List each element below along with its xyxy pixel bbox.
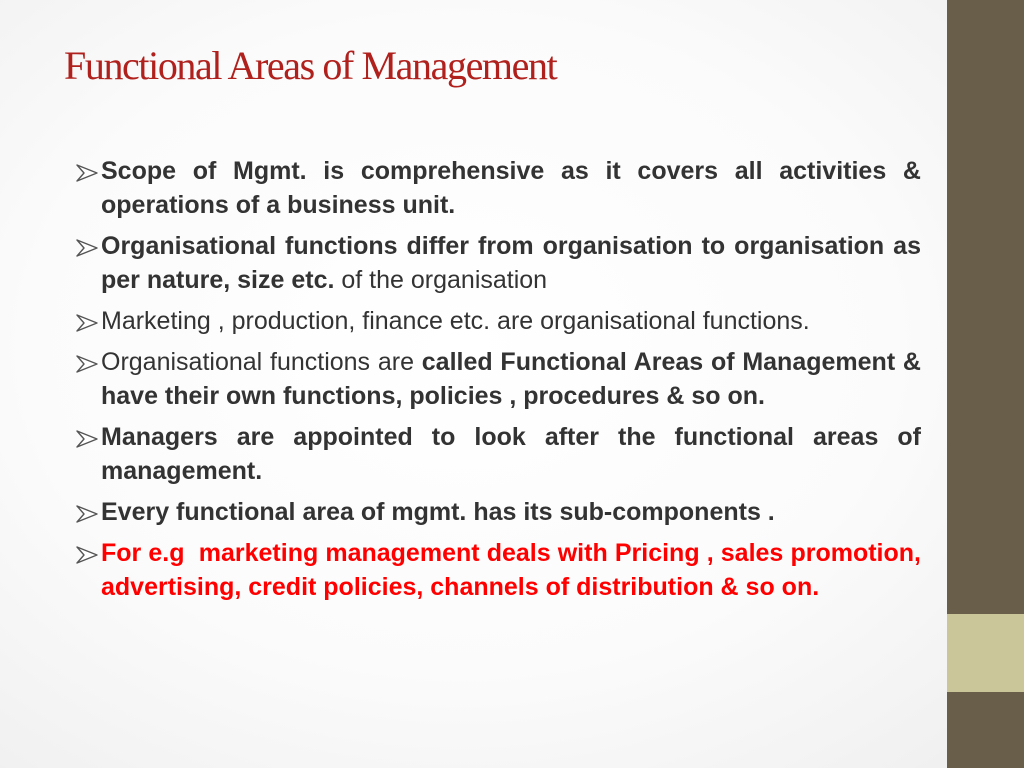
bullet-item-organisational-functions	[76, 229, 921, 297]
bullet-item-scope	[76, 154, 921, 222]
bullet-text-bold: called Functional Areas of Management & have their own functions, policies , procedures & so on.	[101, 348, 921, 410]
bullet-text: Scope of Mgmt. is comprehensive as it covers all activities & operations of a business unit.	[101, 157, 921, 219]
bullet-text-regular: Organisational functions are	[101, 348, 422, 376]
bullet-text: Marketing , production, finance etc. are organisational functions.	[101, 307, 810, 335]
bullet-list	[76, 154, 928, 611]
arrow-bullet-icon	[76, 430, 98, 448]
arrow-bullet-icon	[76, 355, 98, 373]
bullet-item-example-marketing	[76, 536, 928, 604]
bullet-text-bold: Organisational functions differ from organisation to organisation as per nature, size etc.	[101, 232, 921, 294]
bullet-item-sub-components	[76, 495, 921, 529]
bullet-text: Every functional area of mgmt. has its sub-components .	[101, 498, 775, 526]
arrow-bullet-icon	[76, 546, 98, 564]
arrow-bullet-icon	[76, 314, 98, 332]
arrow-bullet-icon	[76, 505, 98, 523]
bullet-item-functional-areas	[76, 345, 921, 413]
bullet-item-managers	[76, 420, 921, 488]
slide-title: Functional Areas of Management	[64, 43, 557, 88]
arrow-bullet-icon	[76, 164, 98, 182]
sidebar-accent-block	[947, 614, 1024, 692]
bullet-text-regular: of the organisation	[334, 266, 548, 294]
bullet-text: Managers are appointed to look after the functional areas of management.	[101, 423, 921, 485]
bullet-text-highlight: For e.g marketing management deals with Pricing , sales promotion, advertising, credit policies, channels of distribution & so on.	[101, 539, 928, 601]
arrow-bullet-icon	[76, 239, 98, 257]
bullet-item-marketing-production	[76, 304, 921, 338]
